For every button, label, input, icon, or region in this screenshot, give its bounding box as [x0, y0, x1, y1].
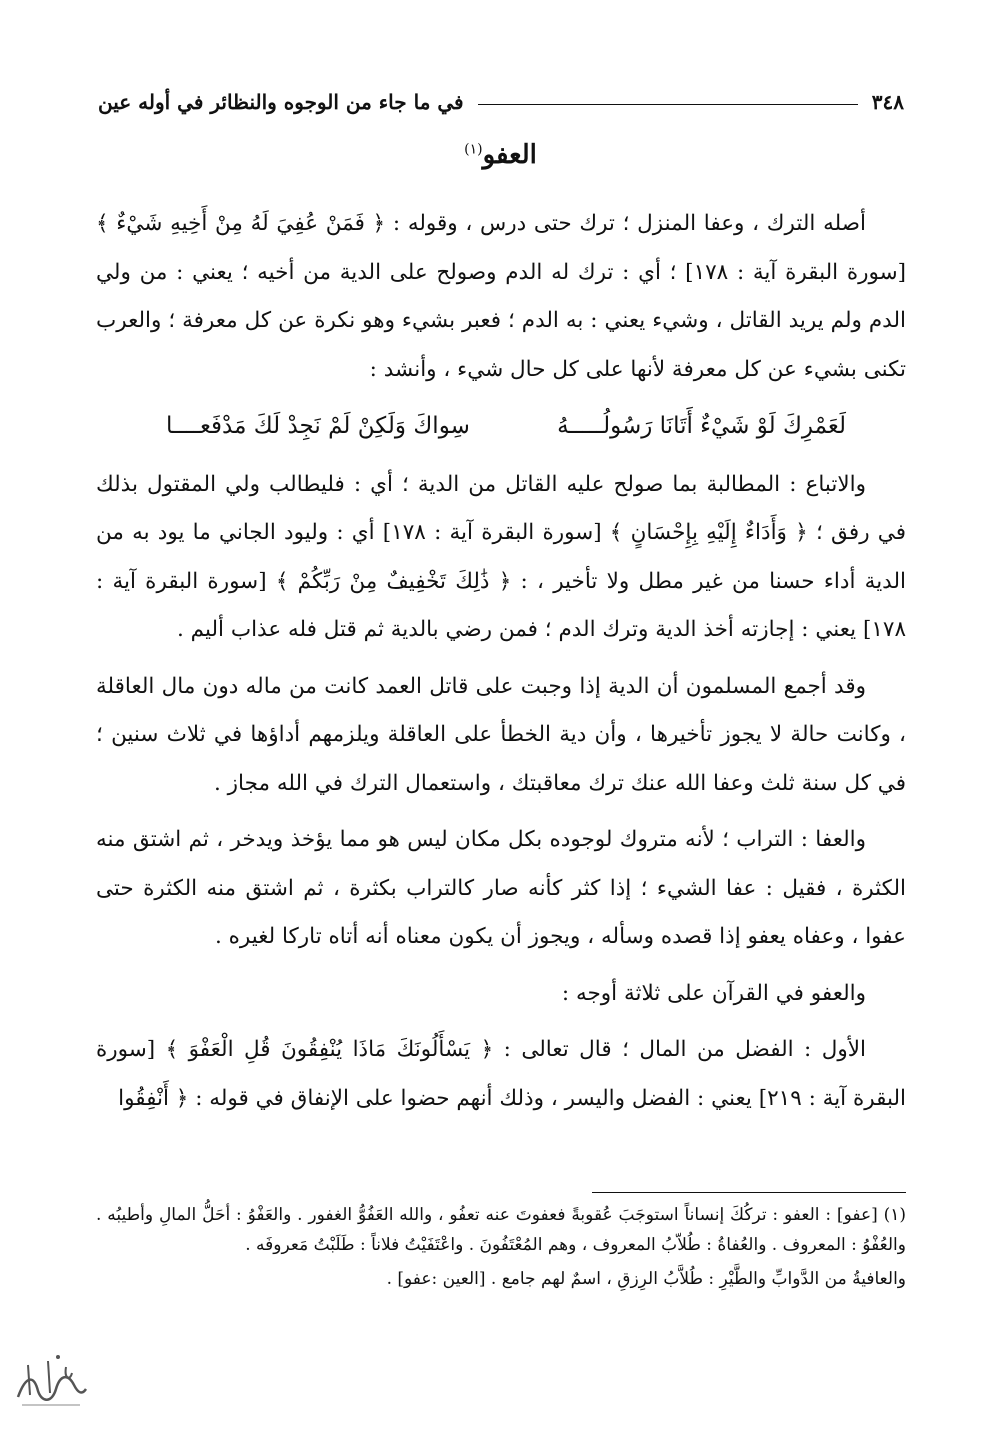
- paragraph-3: وقد أجمع المسلمون أن الدية إذا وجبت على قاتل العمد كانت من ماله دون مال العاقلة ، وكانت حالة لا يجوز تأخيرها ، وأن دية الخطأ على العاقلة ويلزمهم أداؤها في ثلاث سنين ؛ في كل سنة ثلث وعفا الله عنك ترك معاقبتك ، واستعمال الترك في الله مجاز .: [96, 673, 906, 796]
- paragraph-1: أصله الترك ، وعفا المنزل ؛ ترك حتى درس ، وقوله : ﴿ فَمَنْ عُفِيَ لَهُ مِنْ أَخِيهِ شَيْءٌ ﴾ [سورة البقرة آية : ١٧٨] ؛ أي : ترك له الدم وصولح على الدية من أخيه ؛ يعني : من ولي الدم ولم يريد القاتل ، وشيء يعني : به الدم ؛ فعبر بشيء وهو نكرة عن كل معرفة ؛ والعرب تكنى بشيء عن كل معرفة لأنها على كل حال شيء ، وأنشد :: [96, 211, 906, 382]
- section-title: [0, 140, 1001, 170]
- footnote-1: (١) [عفو] : العفو : تركُكَ إنساناً استوجَبَ عُقوبةً فعفوتَ عنه تعفُو ، والله العَفُوُّ الغفور . والعَفْوُ : أحَلُّ المالِ وأطيبُه . والعُفْوُ : المعروف . والعُفاةُ : طُلاّبُ المعروف ، وهم المُعْتَفُونَ . واعْتَفَيْتُ فلاناً : طَلَبْتُ مَعروفَه .: [96, 1205, 906, 1255]
- paragraph-2: والاتباع : المطالبة بما صولح عليه القاتل من الدية ؛ أي : فليطالب ولي المقتول بذلك في رفق ؛ ﴿ وَأَدَاءٌ إِلَيْهِ بِإِحْسَانٍ ﴾ [سورة البقرة آية : ١٧٨] أي : وليود الجاني ما يود به من الدية أداء حسنا من غير مطل ولا تأخير ، : ﴿ ذَٰلِكَ تَخْفِيفٌ مِنْ رَبِّكُمْ ﴾ [سورة البقرة آية : ١٧٨] يعني : إجازته أخذ الدية وترك الدم ؛ فمن رضي بالدية ثم قتل فله عذاب أليم .: [96, 471, 906, 642]
- section-title-text: العفو: [482, 140, 537, 170]
- footnote-1-continued: والعافيةُ من الدَّوابِّ والطَّيْرِ : طُلاَّبُ الرِزقِ ، اسمٌ لهم جامع . [العين :عفو] .: [386, 1269, 906, 1289]
- verse-hemistich-2: سِواكَ وَلَكِنْ لَمْ نَجِدْ لَكَ مَدْفَعــــا: [166, 413, 470, 439]
- paragraph-6: الأول : الفضل من المال ؛ قال تعالى : ﴿ يَسْأَلُونَكَ مَاذَا يُنْفِقُونَ قُلِ الْعَفْوَ ﴾ [سورة البقرة آية : ٢١٩] يعني : الفضل واليسر ، وذلك أنهم حضوا على الإنفاق في قوله : ﴿ أَنْفِقُوا: [96, 1037, 906, 1111]
- header-rule: [478, 104, 858, 105]
- footnotes: [96, 1200, 906, 1294]
- publisher-logo-icon: [8, 1345, 90, 1415]
- page-number: ٣٤٨: [871, 90, 904, 114]
- running-title: في ما جاء من الوجوه والنظائر في أوله عين: [98, 90, 464, 114]
- verse-hemistich-1: لَعَمْرِكَ لَوْ شَيْءٌ أَتَانَا رَسُولُـــــهُ: [557, 413, 846, 439]
- poetry-verse: [96, 402, 906, 451]
- body-text: [96, 200, 906, 1131]
- paragraph-5: والعفو في القرآن على ثلاثة أوجه :: [561, 980, 866, 1006]
- title-footnote-marker: (١): [464, 141, 483, 158]
- running-header: [98, 84, 904, 120]
- paragraph-4: والعفا : التراب ؛ لأنه متروك لوجوده بكل مكان ليس هو مما يؤخذ ويدخر ، ثم اشتق منه الكثرة ، فقيل : عفا الشيء ؛ إذا كثر كأنه صار كالتراب بكثرة ، ثم اشتق منه الكثرة حتى عفوا ، وعفاه يعفو إذا قصده وسأله ، ويجوز أن يكون معناه أنه أتاه تاركا لغيره .: [96, 827, 906, 949]
- footnote-separator: [592, 1192, 906, 1193]
